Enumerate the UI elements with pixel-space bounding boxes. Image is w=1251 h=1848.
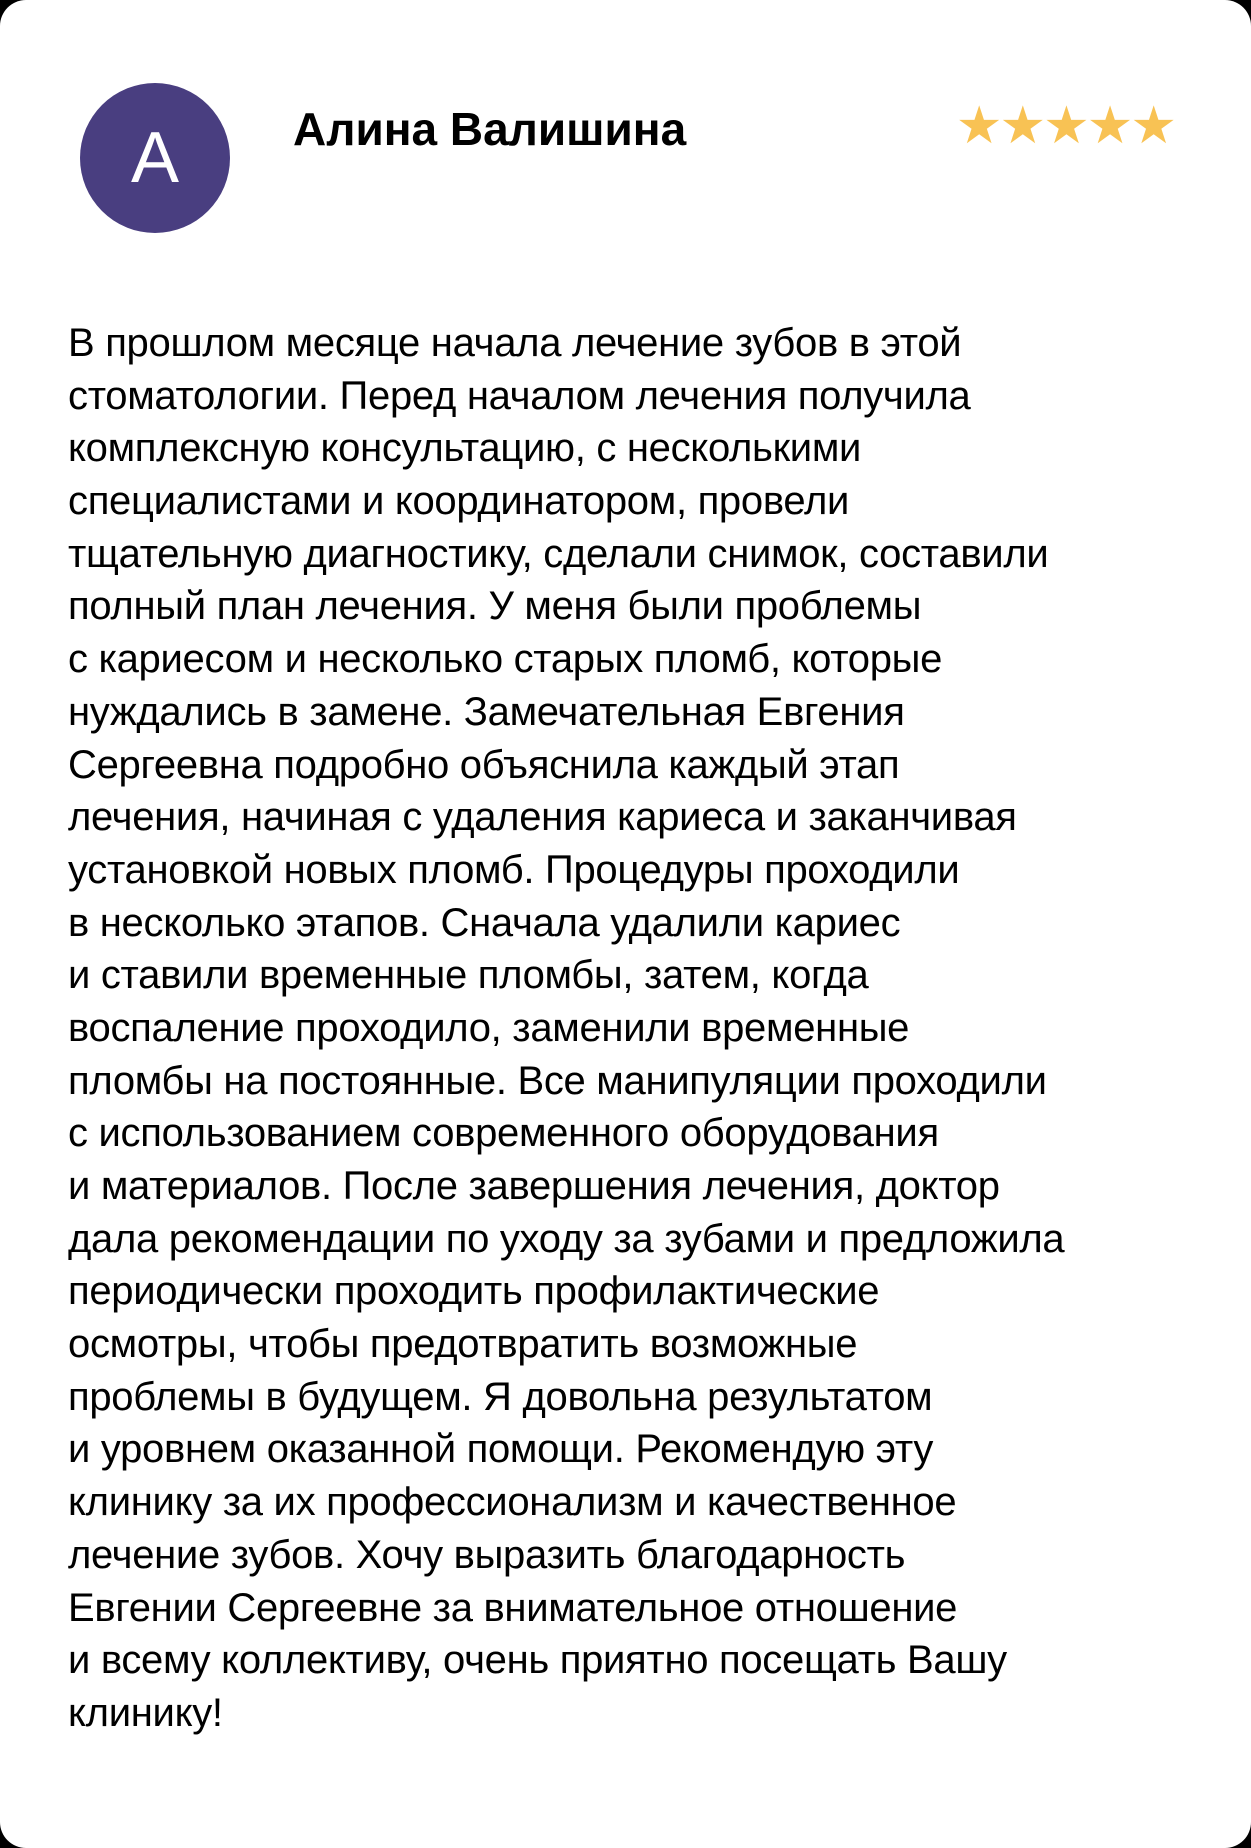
avatar-initial: А — [130, 118, 180, 198]
review-line: осмотры, чтобы предотвратить возможные — [68, 1322, 858, 1367]
star-rating — [955, 97, 1177, 155]
review-line: периодически проходить профилактические — [68, 1269, 880, 1314]
review-line: клинику за их профессионализм и качественное — [68, 1480, 957, 1525]
review-line: В прошлом месяце начала лечение зубов в этой — [68, 321, 962, 365]
review-line: и всему коллективу, очень приятно посещать Вашу — [68, 1638, 1007, 1683]
review-line: комплексную консультацию, с несколькими — [68, 426, 862, 471]
star-icon: ★ — [1130, 97, 1177, 155]
review-line: клинику! — [68, 1690, 223, 1735]
review-line: в несколько этапов. Сначала удалили кариес — [68, 900, 901, 945]
review-line: стоматологии. Перед началом лечения получила — [68, 373, 971, 418]
review-line: полный план лечения. У меня были проблемы — [68, 584, 922, 629]
review-line: лечения, начиная с удаления кариеса и заканчивая — [68, 795, 1017, 840]
review-line: проблемы в будущем. Я довольна результатом — [68, 1374, 933, 1419]
review-text — [68, 317, 1064, 1740]
review-line: с кариесом и несколько старых пломб, которые — [68, 637, 943, 682]
review-line: с использованием современного оборудования — [68, 1111, 939, 1156]
star-icon: ★ — [999, 97, 1047, 155]
avatar — [80, 83, 230, 233]
review-line: и материалов. После завершения лечения, доктор — [68, 1164, 1000, 1208]
reviewer-name: Алина Валишина — [293, 103, 687, 155]
star-icon: ★ — [955, 97, 1003, 155]
star-icon: ★ — [1086, 97, 1134, 155]
review-line: специалистами и координатором, провели — [68, 479, 850, 524]
review-line: дала рекомендации по уходу за зубами и предложила — [68, 1216, 1065, 1261]
review-line: лечение зубов. Хочу выразить благодарность — [68, 1532, 906, 1577]
review-line: тщательную диагностику, сделали снимок, составили — [68, 531, 1049, 576]
review-line: и ставили временные пломбы, затем, когда — [68, 953, 869, 998]
review-line: Евгении Сергеевне за внимательное отношение — [68, 1585, 958, 1630]
review-line: воспаление проходило, заменили временные — [68, 1005, 910, 1050]
review-line: пломбы на постоянные. Все манипуляции проходили — [68, 1058, 1047, 1103]
star-icon: ★ — [1043, 97, 1090, 155]
review-line: установкой новых пломб. Процедуры проходили — [68, 847, 960, 892]
review-line: Сергеевна подробно объяснила каждый этап — [68, 742, 900, 787]
review-line: нуждались в замене. Замечательная Евгения — [68, 689, 905, 734]
review-line: и уровнем оказанной помощи. Рекомендую эту — [68, 1427, 934, 1472]
